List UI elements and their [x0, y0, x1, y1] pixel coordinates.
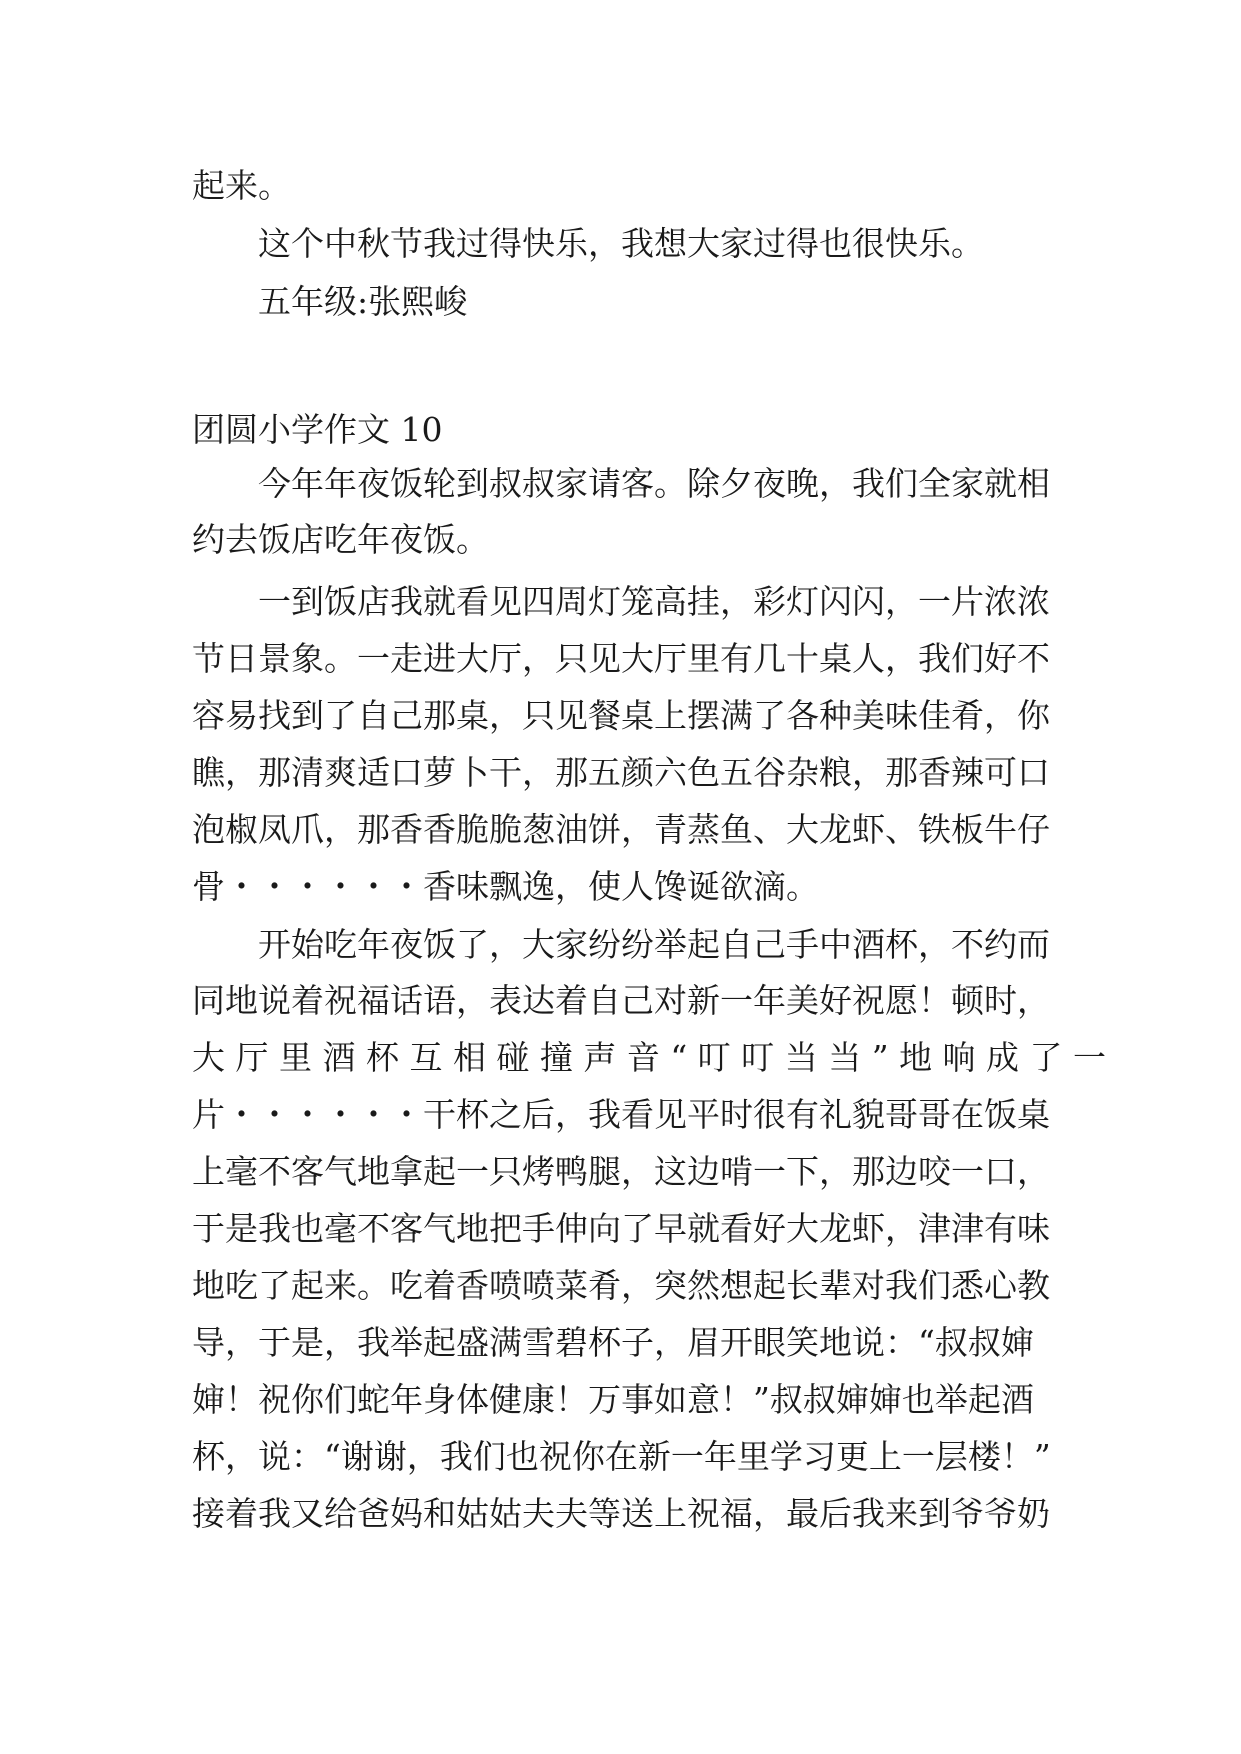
paragraph-line: 上毫不客气地拿起一只烤鸭腿，这边啃一下，那边咬一口，: [192, 1152, 1050, 1191]
paragraph-line: 骨・・・・・・香味飘逸，使人馋诞欲滴。: [192, 867, 819, 906]
closing-line: 这个中秋节我过得快乐，我想大家过得也很快乐。: [258, 224, 984, 263]
paragraph-line: 大 厅 里 酒 杯 互 相 碰 撞 声 音 “ 叮 叮 当 当 ” 地 响 成 了 一: [192, 1038, 1107, 1077]
paragraph-line: 片・・・・・・干杯之后，我看见平时很有礼貌哥哥在饭桌: [192, 1095, 1050, 1134]
paragraph-line: 导，于是，我举起盛满雪碧杯子，眉开眼笑地说：“叔叔婶: [192, 1323, 1034, 1362]
author-signature: 五年级:张熙峻: [258, 282, 468, 321]
paragraph-line: 同地说着祝福话语，表达着自己对新一年美好祝愿！顿时，: [192, 981, 1050, 1020]
paragraph-line: 地吃了起来。吃着香喷喷菜肴，突然想起长辈对我们悉心教: [192, 1266, 1050, 1305]
paragraph-line: 于是我也毫不客气地把手伸向了早就看好大龙虾，津津有味: [192, 1209, 1050, 1248]
paragraph-line: 今年年夜饭轮到叔叔家请客。除夕夜晚，我们全家就相: [258, 464, 1050, 503]
paragraph-line: 约去饭店吃年夜饭。: [192, 520, 489, 559]
paragraph-line: 一到饭店我就看见四周灯笼高挂，彩灯闪闪，一片浓浓: [258, 582, 1050, 621]
essay-title: 团圆小学作文 10: [192, 410, 443, 449]
paragraph-line: 瞧，那清爽适口萝卜干，那五颜六色五谷杂粮，那香辣可口: [192, 753, 1050, 792]
paragraph-line: 泡椒凤爪，那香香脆脆葱油饼，青蒸鱼、大龙虾、铁板牛仔: [192, 810, 1050, 849]
paragraph-line: 接着我又给爸妈和姑姑夫夫等送上祝福，最后我来到爷爷奶: [192, 1494, 1050, 1533]
paragraph-line: 开始吃年夜饭了，大家纷纷举起自己手中酒杯，不约而: [258, 925, 1050, 964]
continuation-text: 起来。: [192, 166, 291, 205]
paragraph-line: 节日景象。一走进大厅，只见大厅里有几十桌人，我们好不: [192, 639, 1050, 678]
paragraph-line: 容易找到了自己那桌，只见餐桌上摆满了各种美味佳肴，你: [192, 696, 1050, 735]
paragraph-line: 杯，说：“谢谢，我们也祝你在新一年里学习更上一层楼！”: [192, 1437, 1051, 1476]
paragraph-line: 婶！祝你们蛇年身体健康！万事如意！”叔叔婶婶也举起酒: [192, 1380, 1034, 1419]
